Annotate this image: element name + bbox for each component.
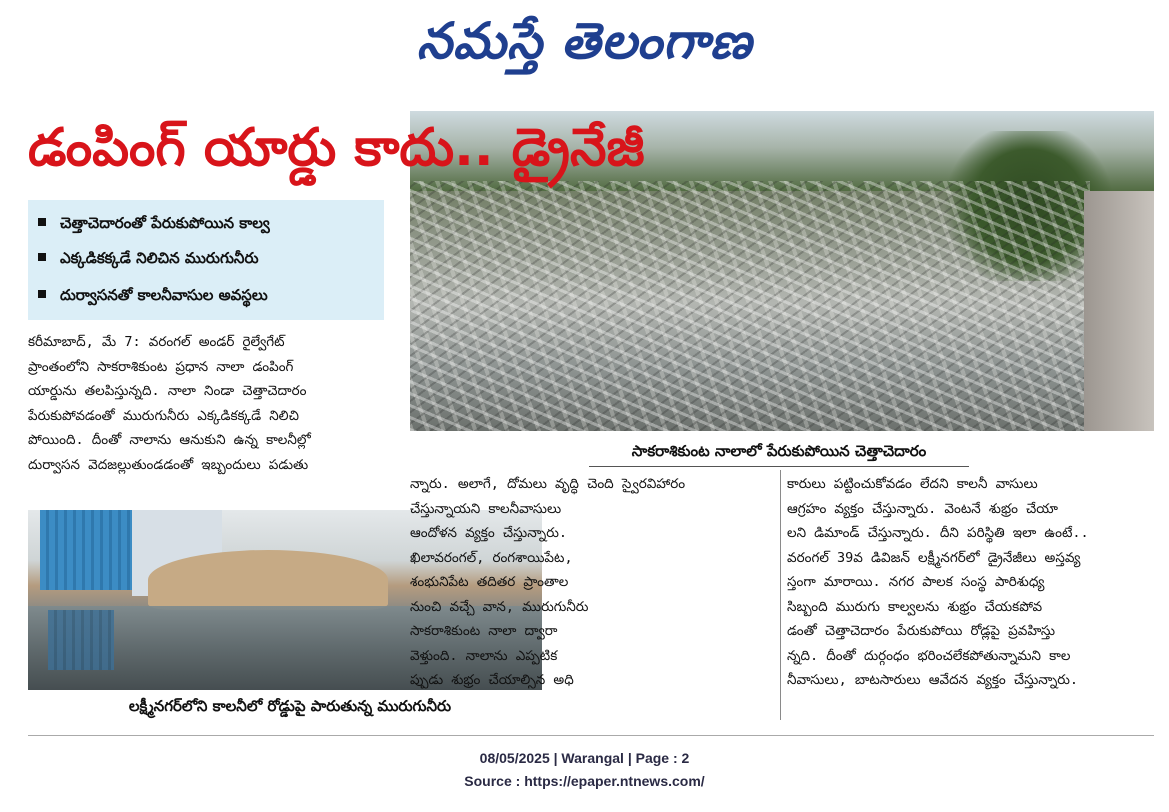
shop-shutter bbox=[40, 510, 132, 590]
article-line: స్తంగా మారాయి. నగర పాలక సంస్థ పారిశుధ్య bbox=[787, 574, 1045, 590]
article-line: చేస్తున్నాయని కాలనీవాసులు bbox=[410, 500, 562, 517]
highlight-item bbox=[38, 206, 270, 240]
article-line: సిబ్బంది మురుగు కాల్వలను శుభ్రం చేయకపోవ bbox=[787, 598, 1043, 615]
article-line: న్నది. దీంతో దుర్గంధం భరించలేకపోతున్నామని కాల bbox=[787, 647, 1071, 664]
article-line: కరీమాబాద్, మే 7: వరంగల్ అండర్ రైల్వేగేట్ bbox=[28, 334, 285, 350]
edition-info: 08/05/2025 | Warangal | Page : 2 bbox=[479, 750, 690, 766]
bullet-square-icon bbox=[38, 290, 46, 298]
article-line: న్నారు. అలాగే, దోమలు వృద్ధి చెంది స్వైరవిహారం bbox=[410, 476, 686, 492]
small-photo-caption: లక్ష్మీనగర్‌లోని కాలనీలో రోడ్డుపై పారుతున్న మురుగునీరు bbox=[128, 697, 452, 715]
highlight-item bbox=[38, 241, 259, 275]
article-line: ఖిలావరంగల్, రంగశాయిపేట, bbox=[410, 549, 573, 566]
article-line: వరంగల్ 39వ డివిజన్ లక్ష్మీనగర్‌లో డ్రైనేజీలు అస్తవ్య bbox=[787, 549, 1081, 566]
article-line: లని డిమాండ్ చేస్తున్నారు. దీని పరిస్థితి ఇలా ఉంటే.. bbox=[787, 525, 1089, 541]
source-link[interactable]: Source : https://epaper.ntnews.com/ bbox=[464, 773, 705, 789]
sand-pile bbox=[148, 550, 388, 610]
article-line: పేరుకుపోవడంతో మురుగునీరు ఎక్కడికక్కడే నిలిచి bbox=[28, 407, 299, 424]
shutter-reflection bbox=[48, 610, 114, 670]
highlights-box bbox=[28, 200, 384, 320]
article-line: కారులు పట్టించుకోవడం లేదని కాలనీ వాసులు bbox=[787, 476, 1038, 492]
highlight-text: చెత్తాచెదారంతో పేరుకుపోయిన కాల్వ bbox=[60, 214, 270, 232]
bullet-square-icon bbox=[38, 253, 46, 261]
highlight-item bbox=[38, 278, 268, 312]
highlight-text: దుర్వాసనతో కాలనీవాసుల అవస్థలు bbox=[60, 286, 268, 304]
article-column-2 bbox=[410, 472, 774, 693]
article-line: యార్డును తలపిస్తున్నది. నాలా నిండా చెత్తాచెదారం bbox=[28, 383, 307, 399]
masthead-title: నమస్తే తెలంగాణ bbox=[416, 12, 753, 70]
article-line: పోయింది. దీంతో నాలాను ఆనుకుని ఉన్న కాలనీల్లో bbox=[28, 432, 311, 448]
article-line: నుంచి వచ్చే వాన, మురుగునీరు bbox=[410, 598, 589, 615]
article-line: సాకరాశికుంట నాలా ద్వారా bbox=[410, 623, 558, 639]
article-column-3 bbox=[787, 472, 1159, 693]
article-line: ప్రాంతంలోని సాకరాశికుంట ప్రధాన నాలా డంపింగ్ bbox=[28, 358, 294, 375]
headline: డంపింగ్ యార్డు కాదు.. డ్రైనేజీ bbox=[28, 118, 645, 178]
article-column-1 bbox=[28, 330, 392, 477]
caption-divider bbox=[589, 466, 969, 467]
highlight-text: ఎక్కడికక్కడే నిలిచిన మురుగునీరు bbox=[60, 249, 259, 267]
footer-divider bbox=[28, 735, 1154, 736]
main-photo-caption: సాకరాశికుంట నాలాలో పేరుకుపోయిన చెత్తాచెదారం bbox=[631, 442, 927, 460]
article-line: ప్పుడు శుభ్రం చేయాల్సిన అధి bbox=[410, 672, 574, 688]
article-line: శంభునిపేట తదితర ప్రాంతాల bbox=[410, 574, 569, 590]
garbage-heap bbox=[410, 181, 1090, 431]
side-wall bbox=[1084, 191, 1154, 431]
article-line: ఆందోళన వ్యక్తం చేస్తున్నారు. bbox=[410, 525, 567, 541]
article-line: దుర్వాసన వెదజల్లుతుండడంతో ఇబ్బందులు పడుతు bbox=[28, 456, 309, 473]
article-line: ఆగ్రహం వ్యక్తం చేస్తున్నారు. వెంటనే శుభ్రం చేయా bbox=[787, 500, 1058, 517]
article-line: డంతో చెత్తాచెదారం పేరుకుపోయి రోడ్లపై ప్రవహిస్తు bbox=[787, 623, 1056, 639]
column-divider bbox=[780, 470, 781, 720]
article-line: వెళ్తుంది. నాలాను ఎప్పటిక bbox=[410, 647, 558, 664]
bullet-square-icon bbox=[38, 218, 46, 226]
article-line: నీవాసులు, బాటసారులు ఆవేదన వ్యక్తం చేస్తున్నారు. bbox=[787, 672, 1079, 688]
